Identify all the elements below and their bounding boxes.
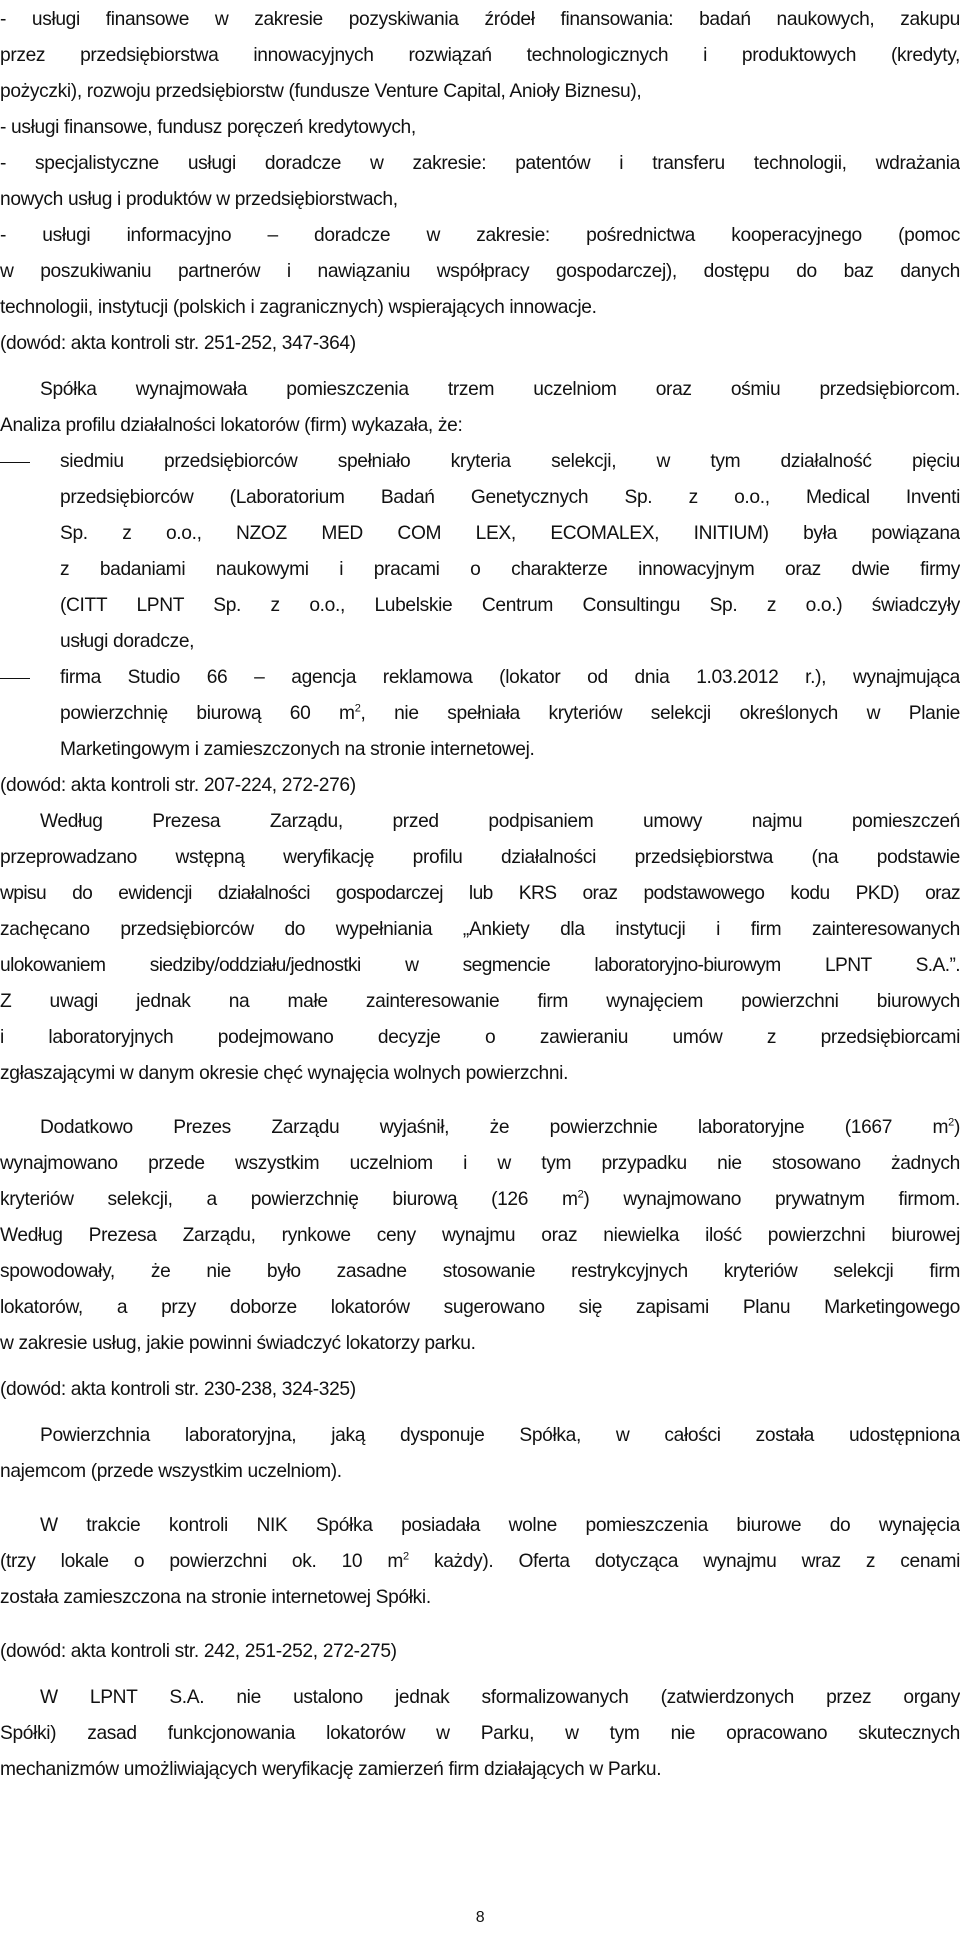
text-line: zgłaszającymi w danym okresie chęć wynajęcia wolnych powierzchni.: [0, 1063, 569, 1084]
text-line: lokatorów, a przy doborze lokatorów sugerowano się zapisami Planu Marketingowego: [0, 1297, 960, 1318]
list-item: [0, 444, 960, 660]
text-line: w poszukiwaniu partnerów i nawiązaniu współpracy gospodarczej), dostępu do baz danych: [0, 261, 960, 282]
text-line: wynajmowano przede wszystkim uczelniom i w tym przypadku nie stosowano żadnych: [0, 1153, 960, 1174]
text-line: Spółka wynajmowała pomieszczenia trzem uczelniom oraz ośmiu przedsiębiorcom.: [40, 379, 960, 400]
text-line: powierzchnię biurową 60 $m^2$, nie spełniała kryteriów selekcji określonych w Planie: [60, 702, 960, 724]
text-line: - usługi informacyjno – doradcze w zakresie: pośrednictwa kooperacyjnego (pomoc: [0, 225, 960, 246]
text-line: kryteriów selekcji, a powierzchnię biurową (126 $m^2$) wynajmowano prywatnym firmom.: [0, 1188, 960, 1210]
text-line: siedmiu przedsiębiorców spełniało kryteria selekcji, w tym działalność pięciu: [60, 451, 960, 472]
list-item: [0, 660, 960, 768]
evidence-reference: (dowód: akta kontroli str. 207-224, 272-276): [0, 775, 356, 796]
text-line: W trakcie kontroli NIK Spółka posiadała wolne pomieszczenia biurowe do wynajęcia: [40, 1515, 960, 1536]
text-line: Spółki) zasad funkcjonowania lokatorów w Parku, w tym nie opracowano skutecznych: [0, 1723, 960, 1744]
text-line: ulokowaniem siedziby/oddziału/jednostki w segmencie laboratoryjno-biurowym LPNT S.A.”.: [0, 955, 960, 976]
text-line: - specjalistyczne usługi doradcze w zakresie: patentów i transferu technologii, wdrażania: [0, 153, 960, 174]
text-line: Marketingowym i zamieszczonych na stronie internetowej.: [60, 739, 535, 760]
text-line: (CITT LPNT Sp. z o.o., Lubelskie Centrum Consultingu Sp. z o.o.) świadczyły: [60, 595, 960, 616]
text-line: zachęcano przedsiębiorców do wypełniania „Ankiety dla instytucji i firm zainteresowanych: [0, 919, 960, 940]
text-line: mechanizmów umożliwiających weryfikację zamierzeń firm działających w Parku.: [0, 1759, 662, 1780]
text-line: Z uwagi jednak na małe zainteresowanie firm wynajęciem powierzchni biurowych: [0, 991, 960, 1012]
text-line: przez przedsiębiorstwa innowacyjnych rozwiązań technologicznych i produktowych (kredyty,: [0, 45, 960, 66]
text-line: przedsiębiorców (Laboratorium Badań Genetycznych Sp. z o.o., Medical Inventi: [60, 487, 960, 508]
text-line: firma Studio 66 – agencja reklamowa (lokator od dnia 1.03.2012 r.), wynajmująca: [60, 667, 960, 688]
text-line: Powierzchnia laboratoryjna, jaką dysponuje Spółka, w całości została udostępniona: [40, 1425, 960, 1446]
evidence-reference: (dowód: akta kontroli str. 251-252, 347-364): [0, 333, 356, 354]
text-line: pożyczki), rozwoju przedsiębiorstw (fundusze Venture Capital, Anioły Biznesu),: [0, 81, 642, 102]
page-number: 8: [475, 1909, 485, 1926]
text-line: Dodatkowo Prezes Zarządu wyjaśnił, że powierzchnie laboratoryjne (1667 $m^2$): [40, 1116, 960, 1138]
text-line: Według Prezesa Zarządu, rynkowe ceny wynajmu oraz niewielka ilość powierzchni biurowej: [0, 1225, 960, 1246]
text-line: została zamieszczona na stronie internetowej Spółki.: [0, 1587, 431, 1608]
text-line: (trzy lokale o powierzchni ok. 10 $m^2$ każdy). Oferta dotycząca wynajmu wraz z cenami: [0, 1550, 960, 1572]
text-line: wpisu do ewidencji działalności gospodarczej lub KRS oraz podstawowego kodu PKD) oraz: [0, 883, 960, 904]
text-line: w zakresie usług, jakie powinni świadczyć lokatorzy parku.: [0, 1333, 476, 1354]
text-line: z badaniami naukowymi i pracami o charakterze innowacyjnym oraz dwie firmy: [60, 559, 960, 580]
text-line: W LPNT S.A. nie ustalono jednak sformalizowanych (zatwierdzonych przez organy: [40, 1687, 960, 1708]
text-line: nowych usług i produktów w przedsiębiorstwach,: [0, 189, 398, 210]
text-line: i laboratoryjnych podejmowano decyzje o zawieraniu umów z przedsiębiorcami: [0, 1027, 960, 1048]
text-line: Analiza profilu działalności lokatorów (firm) wykazała, że:: [0, 415, 463, 436]
text-line: spowodowały, że nie było zasadne stosowanie restrykcyjnych kryteriów selekcji firm: [0, 1261, 960, 1282]
evidence-reference: (dowód: akta kontroli str. 242, 251-252, 272-275): [0, 1641, 397, 1662]
text-line: technologii, instytucji (polskich i zagranicznych) wspierających innowacje.: [0, 297, 597, 318]
text-line: najemcom (przede wszystkim uczelniom).: [0, 1461, 342, 1482]
evidence-reference: (dowód: akta kontroli str. 230-238, 324-325): [0, 1379, 356, 1400]
text-line: przeprowadzano wstępną weryfikację profilu działalności przedsiębiorstwa (na podstawie: [0, 847, 960, 868]
text-line: Sp. z o.o., NZOZ MED COM LEX, ECOMALEX, INITIUM) była powiązana: [60, 523, 960, 544]
text-line: usługi doradcze,: [60, 631, 195, 652]
text-line: - usługi finansowe w zakresie pozyskiwania źródeł finansowania: badań naukowych, zakupu: [0, 9, 960, 30]
text-line: - usługi finansowe, fundusz poręczeń kredytowych,: [0, 117, 416, 138]
text-line: Według Prezesa Zarządu, przed podpisaniem umowy najmu pomieszczeń: [40, 811, 960, 832]
